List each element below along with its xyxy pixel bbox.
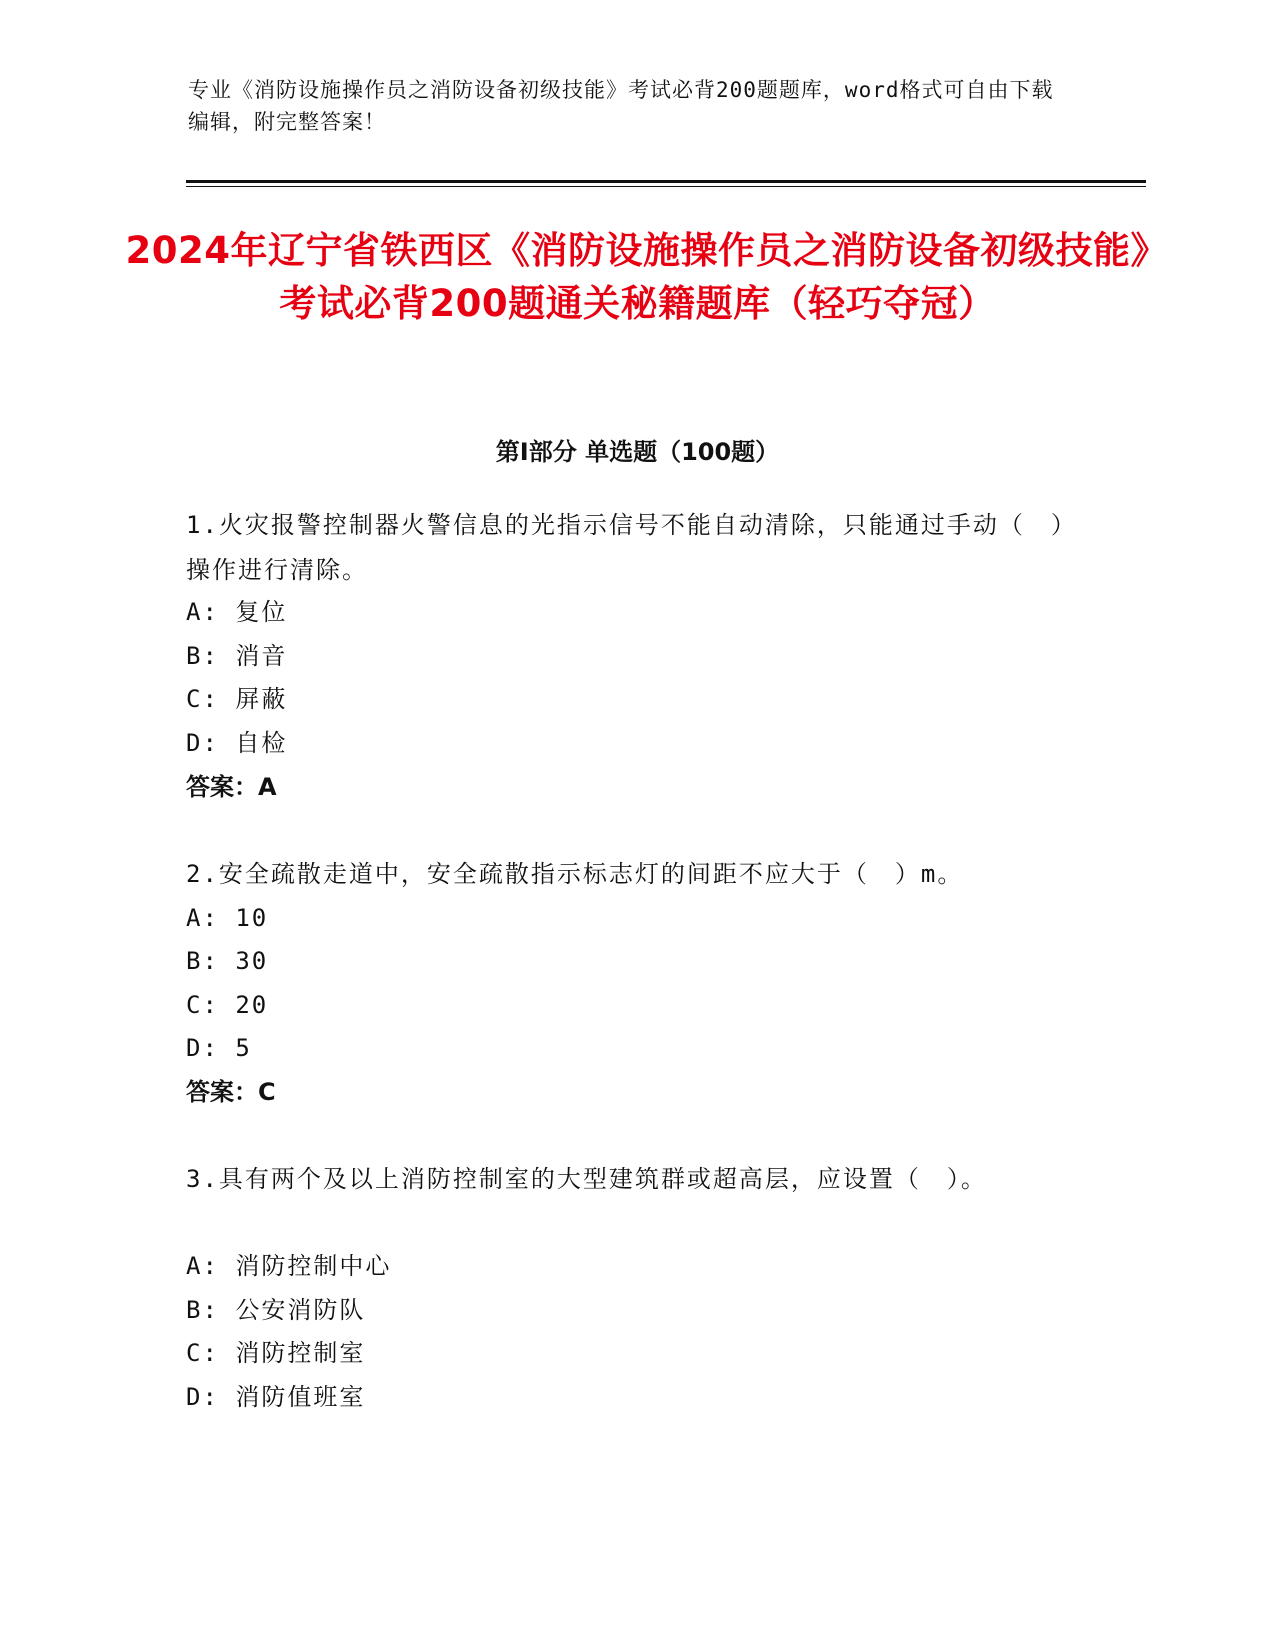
question-option: C: 消防控制室	[186, 1339, 366, 1367]
question-option: D: 消防值班室	[186, 1383, 366, 1411]
question-stem: 1.火灾报警控制器火警信息的光指示信号不能自动清除，只能通过手动（ ）操作进行清除。	[186, 511, 1065, 584]
question-answer: 答案：A	[186, 773, 277, 801]
document-title: 2024年辽宁省铁西区《消防设施操作员之消防设备初级技能》考试必背200题通关秘籍题库（轻巧夺冠）	[125, 229, 1150, 325]
question-stem: 2.安全疏散走道中，安全疏散指示标志灯的间距不应大于（ ）m。	[186, 860, 964, 888]
question-option: A: 10	[186, 904, 269, 932]
header-note: 专业《消防设施操作员之消防设备初级技能》考试必背200题题库，word格式可自由下载编辑，附完整答案！	[188, 78, 1054, 134]
question-option: D: 5	[186, 1034, 252, 1062]
question-answer: 答案：C	[186, 1078, 276, 1106]
question-option: A: 复位	[186, 598, 288, 626]
question-option: D: 自检	[186, 729, 288, 757]
question-option: B: 公安消防队	[186, 1296, 366, 1324]
question-option: C: 屏蔽	[186, 685, 288, 713]
question-option: C: 20	[186, 991, 269, 1019]
section-heading: 第Ⅰ部分 单选题（100题）	[495, 438, 780, 466]
question-option: B: 消音	[186, 642, 288, 670]
question-option: B: 30	[186, 947, 269, 975]
header-rule-thick	[186, 180, 1146, 183]
header-rule-thin	[186, 186, 1146, 187]
question-option: A: 消防控制中心	[186, 1252, 392, 1280]
question-stem: 3.具有两个及以上消防控制室的大型建筑群或超高层，应设置（ ）。	[186, 1165, 987, 1193]
